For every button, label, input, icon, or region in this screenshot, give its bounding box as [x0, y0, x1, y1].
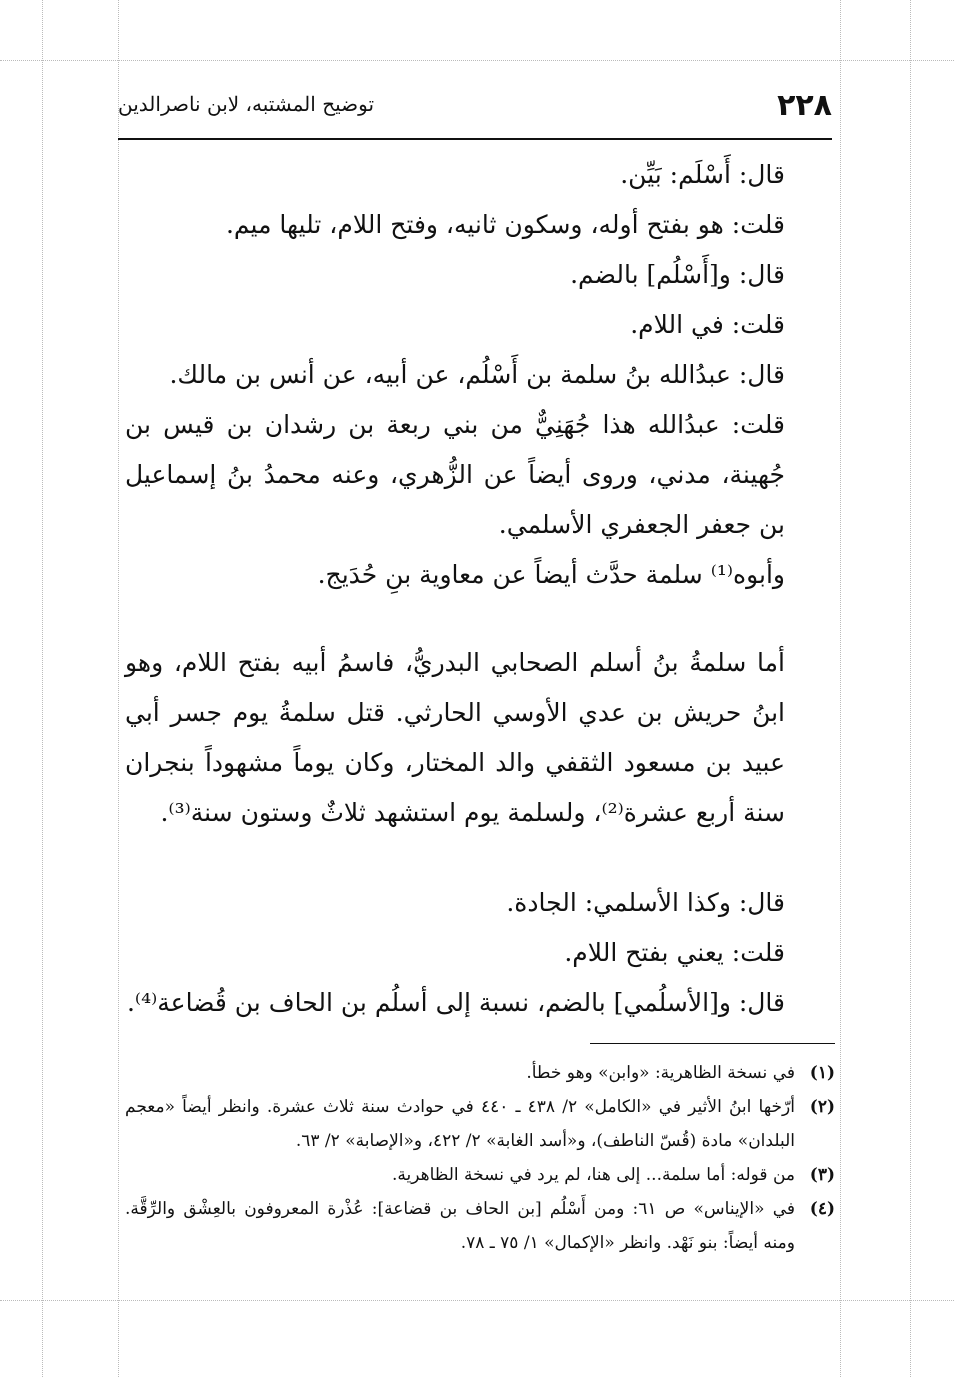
footnote-text: في «الإيناس» ص ٦١: ومن أَسْلُم [بن الحاف بن قضاعة]: عُذْرة المعروفون بالعِشْق والرِّقَّة. ومنه أيضاً: بنو نَهْد. وانظر «الإكمال» ١/ ٧٥ ـ ٧٨.	[125, 1199, 796, 1253]
footnote	[125, 1192, 835, 1260]
footnote-rule	[590, 1043, 835, 1044]
text-line: قال: وكذا الأسلمي: الجادة.	[506, 888, 785, 917]
text-line: قال: و[أَسْلُم] بالضم.	[570, 260, 785, 289]
footnote	[125, 1090, 835, 1158]
page-number: ٢٢٨	[777, 88, 832, 123]
page-header	[118, 88, 832, 134]
footnote-text: في نسخة الظاهرية: «وابن» وهو خطأ.	[526, 1063, 795, 1083]
paragraph-gap	[125, 838, 830, 878]
scan-grid-line	[42, 0, 43, 1377]
scan-grid-line	[0, 60, 954, 61]
footnote	[125, 1056, 835, 1090]
text-line: قال: أَسْلَم: بَيِّن.	[620, 160, 785, 189]
scan-grid-line	[840, 0, 841, 1377]
footnote-number: (١)	[809, 1063, 835, 1083]
scan-grid-line	[910, 0, 911, 1377]
text-line: قلت: في اللام.	[630, 310, 785, 339]
footnote-text: من قوله: أما سلمة... إلى هنا، لم يرد في نسخة الظاهرية.	[392, 1165, 795, 1185]
main-text	[125, 150, 830, 1028]
text-line: وأبوه⁽¹⁾ سلمة حدَّث أيضاً عن معاوية بنِ حُدَيج.	[317, 560, 785, 589]
text-paragraph: قال: و[الأسلُمي] بالضم، نسبة إلى أسلُم بن الحاف بن قُضاعة⁽⁴⁾.	[126, 988, 785, 1017]
scan-grid-line	[0, 1300, 954, 1301]
text-line: قال: عبدُالله بنُ سلمة بن أَسْلُم، عن أبيه، عن أنس بن مالك.	[169, 360, 785, 389]
text-paragraph: قلت: عبدُالله هذا جُهَنِيٌّ من بني ربعة بن رشدان بن قيس بن جُهينة، مدني، وروى أيضاً عن الزُّهري، وعنه محمدُ بنُ إسماعيل بن جعفر الجعفري الأسلمي.	[125, 410, 785, 539]
footnote-number: (٣)	[809, 1165, 835, 1185]
paragraph-gap	[125, 600, 830, 638]
footnote-text: أرّخها ابنُ الأثير في «الكامل» ٢/ ٤٣٨ ـ ٤٤٠ في حوادث سنة ثلاث عشرة. وانظر أيضاً «معجم البلدان» مادة (قُسّ الناطف)، و«أسد الغابة» ٢/ ٤٢٢، و«الإصابة» ٢/ ٦٣.	[125, 1097, 795, 1151]
scan-grid-line	[118, 0, 119, 1377]
text-line: قلت: يعني بفتح اللام.	[564, 938, 785, 967]
footnote-number: (٤)	[809, 1199, 835, 1219]
text-paragraph: أما سلمةُ بنُ أسلم الصحابي البدريُّ، فاسمُ أبيه بفتح اللام، وهو ابنُ حريش بن عدي الأوسي الحارثي. قتل سلمةُ يوم جسر أبي عبيد بن مسعود الثقفي والد المختار، وكان يوماً مشهوداً بنجران سنة أربع عشرة⁽²⁾، ولسلمة يوم استشهد ثلاثٌ وستون سنة⁽³⁾.	[125, 648, 785, 827]
header-rule	[118, 138, 832, 140]
text-line: قلت: هو بفتح أوله، وسكون ثانيه، وفتح اللام، تليها ميم.	[225, 210, 785, 239]
footnote-number: (٢)	[809, 1097, 835, 1117]
footnote	[125, 1158, 835, 1192]
running-title: توضيح المشتبه، لابن ناصرالدين	[118, 92, 375, 116]
footnotes	[125, 1056, 835, 1260]
